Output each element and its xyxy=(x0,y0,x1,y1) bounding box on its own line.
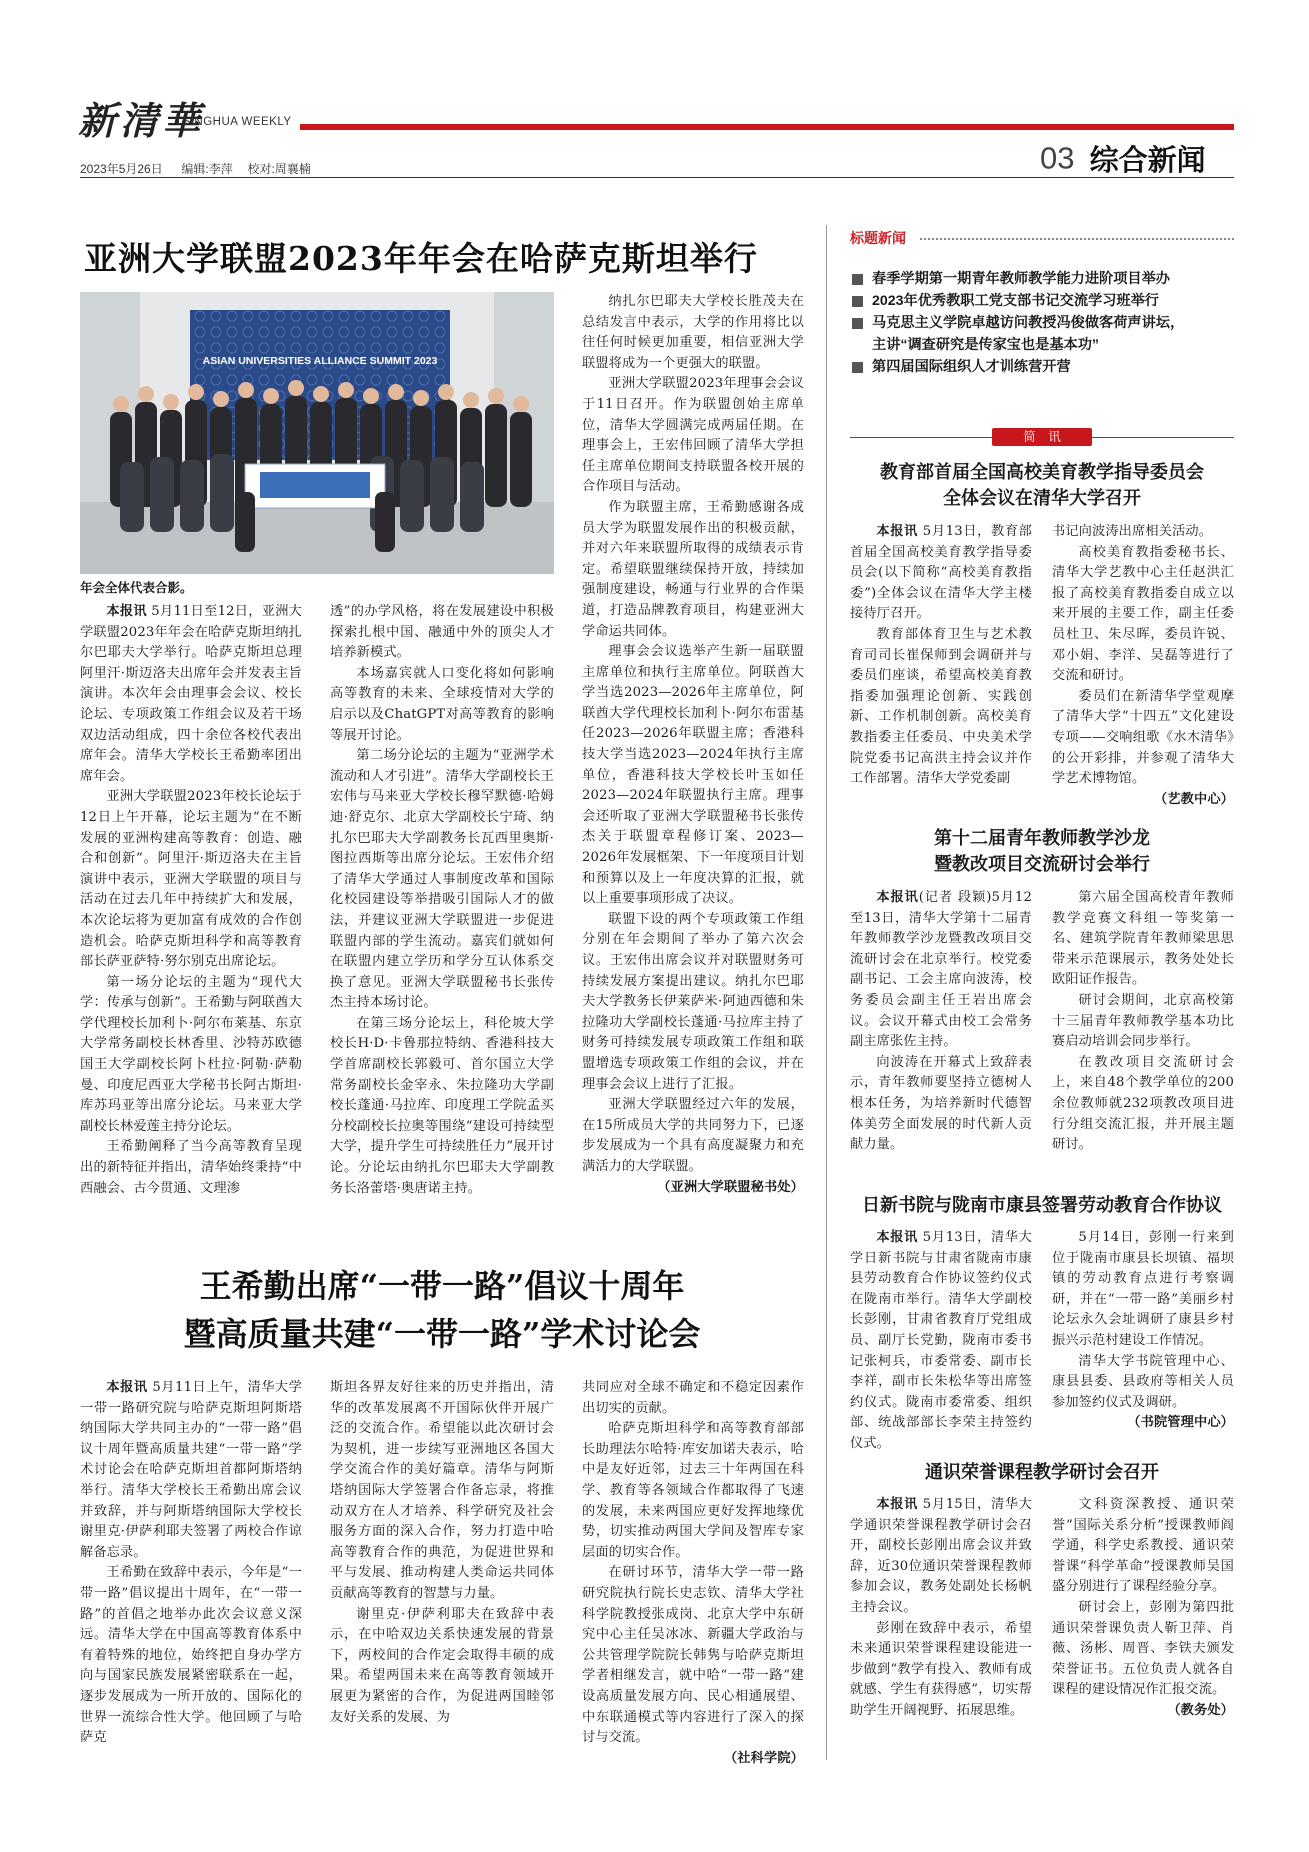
article2-para: 在研讨环节，清华大学一带一路研究院执行院长史志钦、清华大学社科学院教授张成岗、北京大学中东研究中心主任吴冰冰、新疆大学政治与公共管理学院院长韩隽与哈萨克斯坦学者相继发言，就中哈“一带一路”建设高质量发展方向、民心相通展望、中东联通模式等内容进行了深入的探讨与交流。 xyxy=(582,1565,804,1746)
group-photo-illustration xyxy=(80,292,554,574)
brief1-left-column xyxy=(850,522,1032,818)
article1-para: 联盟下设的两个专项政策工作组分别在年会期间了举办了第六次会议。王宏伟出席会议并对联盟财务可持续发展方案提出建议。纳扎尔巴耶夫大学教务长伊莱萨米·阿迪西德和朱拉隆功大学副校长蓬通·马拉库主持了财务可持续发展专项政策工作组和联盟增选专项政策工作组的会议，并在理事会会议上进行了汇报。 xyxy=(582,911,804,1092)
article2-para-cont: 共同应对全球不确定和不稳定因素作出切实的贡献。 xyxy=(582,1380,804,1416)
headline-item[interactable]: 春季学期第一期青年教师教学能力进阶项目举办 xyxy=(852,268,1236,290)
article1-para: 王希勤阐释了当今高等教育呈现出的新特征并指出，清华始终秉持“中西融会、古今贯通、文理渗 xyxy=(80,1139,302,1196)
article1-para: 第二场分论坛的主题为“亚洲学术流动和人才引进”。清华大学副校长王宏伟与马来亚大学校长穆罕默德·哈姆迪·舒克尔、北京大学副校长宁琦、纳扎尔巴耶夫大学副教务长瓦西里奥斯·图拉西斯等出席分论坛。王宏伟介绍了清华大学通过人事制度改革和国际化校园建设等举措吸引国际人才的做法，并建议亚洲大学联盟进一步促进联盟内部的学生流动。嘉宾们就如何在联盟内建立学历和学分互认体系交换了意见。亚洲大学联盟秘书长张传杰主持本场讨论。 xyxy=(330,748,554,1011)
bullet-square-icon xyxy=(852,362,863,373)
article1-column-1 xyxy=(80,602,302,1218)
brief-para: 教育部体育卫生与艺术教育司司长崔保师到会调研并与委员们座谈，希望高校美育教指委加强理论创新、实践创新、工作机制创新。高校美育教指委主任委员、中央美术学院党委书记高洪主持会议并作工作部署。清华大学党委副 xyxy=(850,626,1032,787)
bullet-square-icon xyxy=(852,274,863,285)
brief-para-cont: 书记向波涛出席相关活动。 xyxy=(1052,524,1213,539)
brief-signature: （教务处） xyxy=(1167,1702,1234,1718)
brief4-title: 通识荣誉课程教学研讨会召开 xyxy=(925,1462,1159,1483)
masthead-logo: 新清華 xyxy=(78,98,205,143)
article2-para: 王希勤在致辞中表示，今年是“一带一路”倡议提出十周年，在“一带一路”的首倡之地举办此次会议意义深远。清华大学在中国高等教育体系中有着特殊的地位，始终把自身办学方向与国家民族发展紧密联系在一起，逐步发展成为一所开放的、国际化的世界一流综合性大学。他回顾了与哈萨克 xyxy=(80,1565,302,1746)
article1-para: 亚洲大学联盟2023年理事会会议于11日召开。作为联盟创始主席单位，清华大学圆满完成两届任期。在理事会上，王宏伟回顾了清华大学担任主席单位期间支持联盟各校开展的合作项目与活动。 xyxy=(582,376,804,495)
brief3-title: 日新书院与陇南市康县签署劳动教育合作协议 xyxy=(862,1195,1222,1216)
article2-column-1 xyxy=(80,1378,302,1758)
article1-photo-caption: 年会全体代表合影。 xyxy=(80,581,193,595)
masthead-weekly-en: TSINGHUA WEEKLY xyxy=(175,116,292,128)
page-number: 03 xyxy=(1040,140,1075,176)
article1-signature: （亚洲大学联盟秘书处） xyxy=(657,1179,804,1195)
brief-para: 5月14日，彭刚一行来到位于陇南市康县长坝镇、福坝镇的劳动教育点进行考察调研，并在“一带一路”美丽乡村论坛永久会址调研了康县乡村振兴示范村建设工作情况。 xyxy=(1052,1230,1234,1348)
brief-signature: （书院管理中心） xyxy=(1127,1415,1234,1431)
article1-para: 纳扎尔巴耶夫大学校长胜茂夫在总结发言中表示，大学的作用将比以往任何时候更加重要，相信亚洲大学联盟将成为一个更强大的联盟。 xyxy=(582,294,804,371)
brief-para: 研讨会期间，北京高校第十三届青年教师教学基本功比赛启动培训会同步举行。 xyxy=(1052,992,1234,1050)
brief-para: 彭刚在致辞中表示，希望未来通识荣誉课程建设能进一步做到“教学有投入、教师有成就感、学生有获得感”，切实帮助学生开阔视野、拓展思维。 xyxy=(850,1620,1032,1718)
byline: 本报讯 xyxy=(106,604,147,619)
brief-para: 委员们在新清华学堂观摩了清华大学“十四五”文化建设专项——交响组歌《水木清华》的公开彩排，并参观了清华大学艺术博物馆。 xyxy=(1052,688,1234,787)
article2-headline-line2: 暨高质量共建“一带一路”学术讨论会 xyxy=(183,1315,701,1353)
masthead-red-rule xyxy=(300,124,1234,130)
brief-para: 高校美育教指委秘书长、清华大学艺教中心主任赵洪汇报了高校美育教指委自成立以来开展的主要工作，副主任委员杜卫、朱尽晖，委员许锐、邓小娟、李洋、吴磊等进行了交流和研讨。 xyxy=(1052,544,1234,684)
headline-item[interactable]: 马克思主义学院卓越访问教授冯俊做客荷声讲坛， 主讲“调查研究是传家宝也是基本功” xyxy=(852,312,1236,356)
brief1-right-column xyxy=(1052,522,1234,818)
brief-header xyxy=(850,428,1234,446)
brief-para: 本报讯(记者 段颖)5月12至13日，清华大学第十二届青年教师教学沙龙暨教改项目交流研讨会在北京举行。校党委副书记、工会主席向波涛，校务委员会副主任王岩出席会议。会议开幕式由校工会常务副主席张佐主持。 xyxy=(850,890,1032,1050)
brief-para: 文科资深教授、通识荣誉“国际关系分析”授课教师阎学通，科学史系教授、通识荣誉课“科学革命”授课教师吴国盛分别进行了课程经验分享。 xyxy=(1052,1497,1234,1595)
brief1-title: 教育部首届全国高校美育教学指导委员会 全体会议在清华大学召开 xyxy=(880,462,1204,509)
brief2-left-column xyxy=(850,888,1032,1188)
page-label xyxy=(1040,138,1206,179)
proofreader: 校对:周襄楠 xyxy=(247,162,311,176)
brief-para: 研讨会上，彭刚为第四批通识荣誉课负责人靳卫萍、肖薇、汤彬、周晋、李铁夫颁发荣誉证书。五位负责人就各自课程的建设情况作汇报交流。 xyxy=(1052,1599,1234,1698)
brief-label: 简 讯 xyxy=(992,428,1092,446)
issue-date: 2023年5月26日 xyxy=(80,162,163,176)
article1-para: 作为联盟主席，王希勤感谢各成员大学为联盟发展作出的积极贡献，并对六年来联盟所取得的成绩表示肯定。希望联盟继续保持开放，持续加强制度建设，畅通与行业界的合作渠道，打造品牌教育项目，构建亚洲大学命运共同体。 xyxy=(582,499,804,639)
article2-para: 谢里克·伊萨利耶夫在致辞中表示，在中哈双边关系快速发展的背景下，两校间的合作定会取得丰硕的成果。希望两国未来在高等教育领域开展更为紧密的合作，为促进两国睦邻友好关系的发展、为 xyxy=(330,1606,554,1725)
editor: 编辑:李萍 xyxy=(181,162,233,176)
headline-item[interactable]: 第四届国际组织人才训练营开营 xyxy=(852,356,1236,378)
brief-para: 本报讯 5月15日，清华大学通识荣誉课程教学研讨会召开，副校长彭刚出席会议并致辞，近30位通识荣誉课程教师参加会议，教务处副处长杨帆主持会议。 xyxy=(850,1497,1033,1615)
brief-para: 清华大学书院管理中心、康县县委、县政府等相关人员参加签约仪式及调研。 xyxy=(1052,1353,1234,1410)
article1-para: 在第三场分论坛上，科伦坡大学校长H·D·卡鲁那拉特纳、香港科技大学首席副校长郭毅可、首尔国立大学常务副校长金宰永、朱拉隆功大学副校长蓬通·马拉库、印度理工学院孟买分校副校长拉奥等围绕“建设可持续型大学，提升学生可持续胜任力”展开讨论。分论坛由纳扎尔巴耶夫大学副教务长洛蕾塔·奥唐诺主持。 xyxy=(330,1015,554,1196)
article2-column-3 xyxy=(582,1378,804,1766)
brief-para: 向波涛在开幕式上致辞表示，青年教师要坚持立德树人根本任务，为培养新时代德智体美劳全面发展的时代新人贡献力量。 xyxy=(850,1054,1032,1153)
bullet-square-icon xyxy=(852,296,863,307)
masthead-dateline xyxy=(80,160,311,177)
article1-photo xyxy=(80,292,554,574)
article1-para: 本场嘉宾就人口变化将如何影响高等教育的未来、全球疫情对大学的启示以及ChatGPT对高等教育的影响等展开讨论。 xyxy=(330,665,554,743)
brief-para: 第六届全国高校青年教师教学竞赛文科组一等奖第一名、建筑学院青年教师梁思思带来示范课展示，教务处处长欧阳证作报告。 xyxy=(1052,890,1234,988)
headlines-header xyxy=(850,228,1234,250)
article1-para: 亚洲大学联盟经过六年的发展，在15所成员大学的共同努力下，已逐步发展成为一个具有高度凝聚力和充满活力的大学联盟。 xyxy=(582,1097,804,1174)
brief4-right-column xyxy=(1052,1495,1234,1757)
brief-para: 在教改项目交流研讨会上，来自48个教学单位的200余位教师就232项教改项目进行分组交流汇报，并开展主题研讨。 xyxy=(1052,1054,1234,1153)
article1-para: 理事会会议选举产生新一届联盟主席单位和执行主席单位。阿联酋大学当选2023—2026年主席单位，阿联酋大学代理校长加利卜·阿尔布雷基任2023—2026年联盟主席；香港科技大学当选2023—2024年执行主席单位，香港科技大学校长叶玉如任2023—2024年联盟执行主席。理事会还听取了亚洲大学联盟秘书长张传杰关于联盟章程修订案、2023—2026年发展框架、下一年度项目计划和预算以及上一年度决算的汇报，就以上重要事项形成了决议。 xyxy=(582,644,804,907)
article1-column-3 xyxy=(582,292,804,1236)
article2-headline xyxy=(80,1262,804,1358)
article2-headline-line1: 王希勤出席“一带一路”倡议十周年 xyxy=(199,1267,685,1305)
headlines-dotted-rule xyxy=(920,238,1234,240)
sidebar-divider xyxy=(826,225,827,1760)
headlines-label: 标题新闻 xyxy=(850,230,906,246)
article2-para: 哈萨克斯坦科学和高等教育部部长助理法尔哈特·库安加诺夫表示，哈中是友好近邻，过去三十年两国在科学、教育等各领域合作都取得了飞速的发展，未来两国应更好发挥地缘优势，切实推动两国大学间及智库专家层面的切实合作。 xyxy=(582,1421,804,1560)
article2-para-cont: 斯坦各界友好往来的历史并指出，清华的改革发展离不开国际伙伴开展广泛的交流合作。希望能以此次研讨会为契机，进一步续写亚洲地区各国大学交流合作的美好篇章。清华与阿斯塔纳国际大学签署合作备忘录，将推动双方在人才培养、科学研究及社会服务方面的深入合作，努力打造中哈高等教育合作的典范，为促进世界和平与发展、推动构建人类命运共同体贡献高等教育的智慧与力量。 xyxy=(330,1380,554,1601)
headlines-list xyxy=(852,268,1236,378)
article1-para: 本报讯 5月11日至12日，亚洲大学联盟2023年年会在哈萨克斯坦纳扎尔巴耶夫大学举行。哈萨克斯坦总理阿里汗·斯迈洛夫出席年会并发表主旨演讲。本次年会由理事会会议、校长论坛、专项政策工作组会议及若干场双边活动组成，四十余位各校代表出席年会。清华大学校长王希勤率团出席年会。 xyxy=(80,604,303,784)
article2-para: 本报讯 5月11日上午，清华大学一带一路研究院与哈萨克斯坦阿斯塔纳国际大学共同主办的“一带一路”倡议十周年暨高质量共建“一带一路”学术讨论会在哈萨克斯坦首都阿斯塔纳举行。清华大学校长王希勤出席会议并致辞，并与阿斯塔纳国际大学校长谢里克·伊萨利耶夫签署了两校合作谅解备忘录。 xyxy=(80,1380,303,1560)
article1-para: 第一场分论坛的主题为“现代大学：传承与创新”。王希勤与阿联酋大学代理校长加利卜·阿尔布莱基、东京大学常务副校长林香里、沙特苏欧德国王大学副校长阿卜杜拉·阿勒·萨勒曼、印度尼西亚大学秘书长阿古斯坦·库苏玛亚等出席分论坛。马来亚大学副校长林爱莲主持分论坛。 xyxy=(80,974,302,1134)
brief-para: 本报讯 5月13日，教育部首届全国高校美育教学指导委员会(以下简称“高校美育教指委”)全体会议在清华大学主楼接待厅召开。 xyxy=(850,524,1033,622)
brief2-title: 第十二届青年教师教学沙龙 暨教改项目交流研讨会举行 xyxy=(934,828,1150,875)
headline-item[interactable]: 2023年优秀教职工党支部书记交流学习班举行 xyxy=(852,290,1236,312)
article1-para: 亚洲大学联盟2023年校长论坛于12日上午开幕，论坛主题为“在不断发展的亚洲构建高等教育：创造、融合和创新”。阿里汗·斯迈洛夫在主旨演讲中表示，亚洲大学联盟的项目与活动在过去几年中持续扩大和发展，本次论坛将为更加富有成效的合作创造机会。哈萨克斯坦科学和高等教育部长萨亚萨特·努尔别克出席论坛。 xyxy=(80,789,302,970)
article1-column-2 xyxy=(330,602,554,1218)
brief2-right-column xyxy=(1052,888,1234,1188)
article2-column-2 xyxy=(330,1378,554,1758)
section-name: 综合新闻 xyxy=(1089,143,1206,177)
article1-headline: 亚洲大学联盟2023年年会在哈萨克斯坦举行 xyxy=(84,239,758,278)
brief3-right-column xyxy=(1052,1228,1234,1452)
brief-para: 本报讯 5月13日，清华大学日新书院与甘肃省陇南市康县劳动教育合作协议签约仪式在陇南市举行。清华大学副校长彭刚，甘肃省教育厅党组成员、副厅长党勤，陇南市委书记张柯兵，市委常委、副市长李祥，副市长朱松华等出席签约仪式。陇南市委常委、组织部、统战部部长李荣主持签约仪式。 xyxy=(850,1230,1033,1451)
brief-signature: （艺教中心） xyxy=(1153,791,1234,807)
svg-text:ASIAN UNIVERSITIES ALLIANCE SU: ASIAN UNIVERSITIES ALLIANCE SUMMIT 2023 xyxy=(202,355,438,367)
byline: 本报讯 xyxy=(106,1380,148,1395)
article2-signature: （社科学院） xyxy=(723,1750,804,1766)
bullet-square-icon xyxy=(852,318,863,329)
article1-para-cont: 透”的办学风格，将在发展建设中积极探索扎根中国、融通中外的顶尖人才培养新模式。 xyxy=(330,604,554,661)
brief4-left-column xyxy=(850,1495,1032,1757)
brief3-left-column xyxy=(850,1228,1032,1452)
